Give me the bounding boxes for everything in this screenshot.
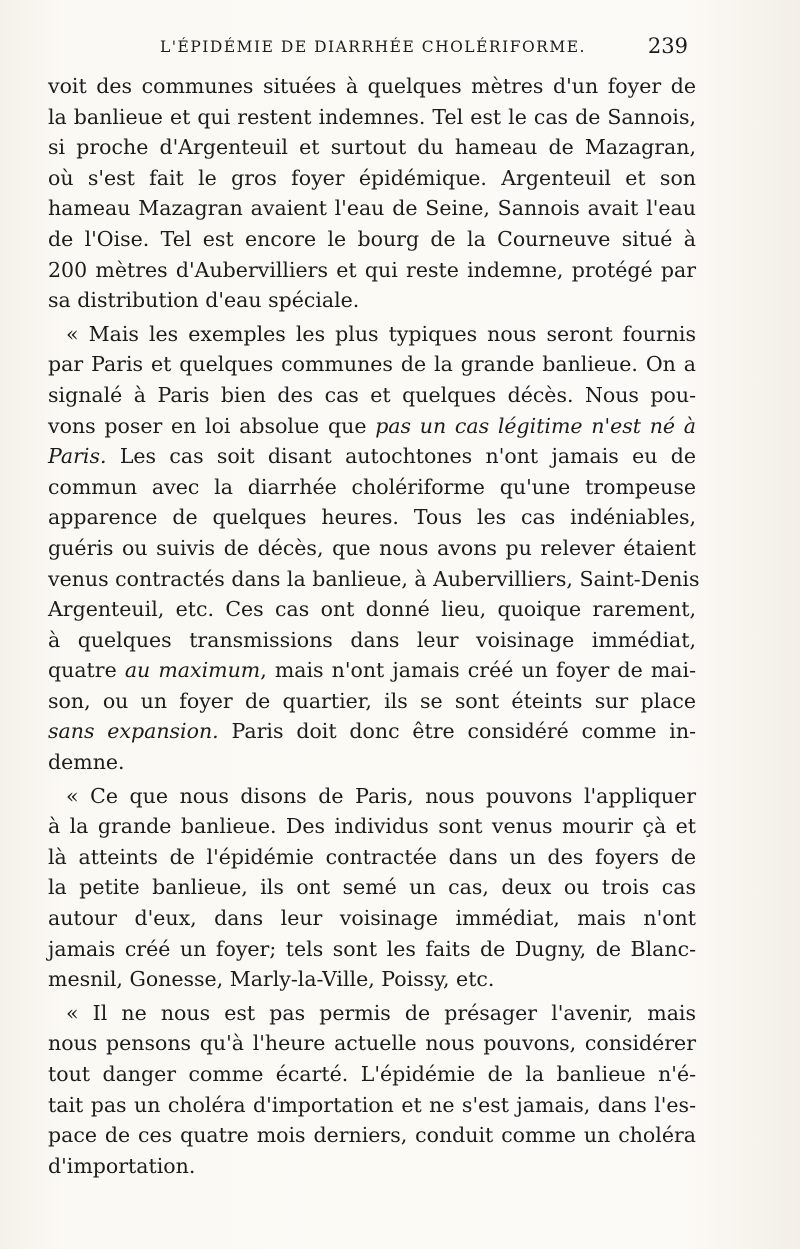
text-segment: si proche d'Argenteuil et surtout du hameau de Mazagran, — [48, 135, 696, 160]
text-line — [48, 380, 696, 411]
paragraph — [48, 998, 696, 1182]
paragraph — [48, 71, 696, 316]
text-line — [48, 193, 696, 224]
text-segment: signalé à Paris bien des cas et quelques décès. Nous pou- — [48, 382, 696, 407]
text-segment: son, ou un foyer de quartier, ils se sont éteints sur place — [48, 688, 696, 713]
text-line — [48, 564, 700, 595]
text-segment: à la grande banlieue. Des individus sont venus mourir çà et — [48, 814, 696, 839]
italic-text: pas un cas légitime n'est né à — [375, 413, 696, 438]
text-line — [48, 781, 696, 812]
text-segment: venus contractés dans la banlieue, à Aubervilliers, Saint-Denis — [48, 566, 700, 591]
text-segment: la petite banlieue, ils ont semé un cas, deux ou trois cas — [48, 875, 696, 900]
page-header — [48, 30, 688, 64]
text-line — [48, 1028, 696, 1059]
text-line — [48, 747, 696, 778]
paragraph — [48, 781, 696, 995]
text-segment: guéris ou suivis de décès, que nous avons pu relever étaient — [48, 535, 696, 560]
text-line — [48, 1151, 696, 1182]
text-segment: la banlieue et qui restent indemnes. Tel est le cas de Sannois, — [48, 104, 696, 129]
page-number: 239 — [647, 34, 688, 58]
text-segment: hameau Mazagran avaient l'eau de Seine, Sannois avait l'eau — [48, 196, 696, 221]
italic-text: Paris. — [48, 444, 107, 469]
text-line — [48, 934, 696, 965]
italic-text: au maximum — [124, 658, 261, 683]
text-segment: pace de ces quatre mois derniers, conduit comme un choléra — [48, 1123, 696, 1148]
text-line — [48, 842, 696, 873]
text-line — [48, 686, 696, 717]
text-segment: autour d'eux, dans leur voisinage immédiat, mais n'ont — [48, 906, 696, 931]
text-segment: vons poser en loi absolue que — [48, 413, 376, 438]
text-segment: « Mais les exemples les plus typiques nous seront fournis — [66, 321, 696, 346]
text-segment: « Ce que nous disons de Paris, nous pouvons l'appliquer — [66, 783, 696, 808]
text-segment: nous pensons qu'à l'heure actuelle nous pouvons, considérer — [48, 1031, 696, 1056]
text-line — [48, 1090, 696, 1121]
text-line — [48, 132, 696, 163]
body-text — [48, 71, 700, 1181]
text-line — [48, 349, 696, 380]
running-title: L'ÉPIDÉMIE DE DIARRHÉE CHOLÉRIFORME. — [160, 38, 586, 56]
text-line — [48, 1059, 696, 1090]
text-line — [48, 872, 696, 903]
text-line — [48, 224, 696, 255]
text-line — [48, 502, 696, 533]
text-segment: Les cas soit disant autochtones n'ont jamais eu de — [106, 444, 696, 469]
text-segment: « Il ne nous est pas permis de présager l'avenir, mais — [66, 1000, 696, 1025]
text-line — [48, 811, 696, 842]
text-line — [48, 102, 696, 133]
text-segment: à quelques transmissions dans leur voisinage immédiat, — [48, 627, 696, 652]
text-line — [48, 998, 696, 1029]
text-line — [48, 411, 696, 442]
text-line — [48, 441, 696, 472]
text-line — [48, 1120, 696, 1151]
text-segment: là atteints de l'épidémie contractée dans un des foyers de — [48, 844, 696, 869]
text-segment: Argenteuil, etc. Ces cas ont donné lieu, quoique rarement, — [48, 597, 696, 622]
text-segment: commun avec la diarrhée cholériforme qu'une trompeuse — [48, 474, 696, 499]
text-segment: apparence de quelques heures. Tous les cas indéniables, — [48, 505, 696, 530]
text-line — [48, 655, 696, 686]
text-line — [48, 472, 696, 503]
text-segment: Paris doit donc être considéré comme in- — [218, 719, 696, 744]
text-segment: tait pas un choléra d'importation et ne s'est jamais, dans l'es- — [48, 1092, 696, 1117]
text-line — [48, 533, 696, 564]
text-line — [48, 255, 696, 286]
text-segment: , mais n'ont jamais créé un foyer de mai- — [260, 658, 696, 683]
text-segment: voit des communes situées à quelques mètres d'un foyer de — [48, 74, 696, 98]
text-segment: de l'Oise. Tel est encore le bourg de la Courneuve situé à — [48, 226, 696, 251]
text-line — [48, 285, 696, 316]
text-line — [48, 964, 696, 995]
text-line — [48, 163, 696, 194]
text-segment: tout danger comme écarté. L'épidémie de la banlieue n'é- — [48, 1062, 696, 1086]
text-line — [48, 903, 696, 934]
text-segment: mesnil, Gonesse, Marly-la-Ville, Poissy, etc. — [48, 967, 495, 992]
text-segment: sa distribution d'eau spéciale. — [48, 288, 360, 313]
text-line — [48, 71, 696, 102]
text-segment: quatre — [48, 658, 125, 683]
text-segment: par Paris et quelques communes de la grande banlieue. On a — [48, 352, 696, 377]
text-segment: 200 mètres d'Aubervilliers et qui reste indemne, protégé par — [48, 257, 696, 282]
text-segment: jamais créé un foyer; tels sont les faits de Dugny, de Blanc- — [48, 936, 696, 961]
text-line — [48, 594, 696, 625]
text-segment: où s'est fait le gros foyer épidémique. Argenteuil et son — [48, 165, 696, 190]
text-line — [48, 716, 696, 747]
text-line — [48, 625, 696, 656]
text-segment: demne. — [48, 750, 125, 775]
italic-text: sans expansion. — [48, 719, 219, 744]
text-segment: d'importation. — [48, 1153, 196, 1178]
text-line — [48, 319, 696, 350]
paragraph — [48, 319, 700, 778]
